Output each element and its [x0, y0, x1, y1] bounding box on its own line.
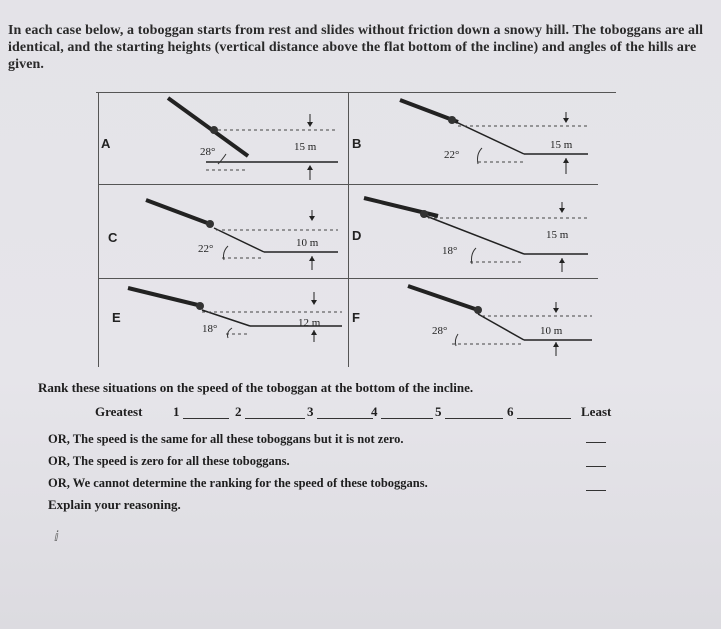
panel-d-angle: 18° [442, 245, 458, 257]
text-cursor-icon: ⅈ [54, 528, 59, 544]
panel-a-label: A [101, 136, 111, 151]
panel-e-angle: 18° [202, 323, 218, 335]
grid-divider [98, 278, 598, 279]
panel-f-height: 10 m [540, 325, 563, 337]
explain-prompt: Explain your reasoning. [48, 497, 181, 512]
panel-e-label: E [112, 310, 121, 325]
panel-a-height: 15 m [294, 141, 317, 153]
intro-text: In each case below, a toboggan starts from rest and slides without friction down a snowy hill. The toboggans are all identical, and the starting heights (vertical distance above the flat bottom of the incline) and angles of the hills are given. [8, 23, 704, 72]
rank-number: 6 [507, 404, 514, 419]
panel-a-angle: 28° [200, 146, 216, 158]
panel-d-label: D [352, 228, 362, 243]
rank-blank-6[interactable] [517, 418, 571, 419]
panel-d-height: 15 m [546, 229, 569, 241]
least-label: Least [581, 404, 612, 419]
rank-blank-3[interactable] [317, 418, 373, 419]
panel-c [98, 186, 348, 278]
option-zero-speed-blank[interactable] [586, 466, 606, 467]
panel-a [98, 92, 348, 184]
panel-f-angle: 28° [432, 325, 448, 337]
option-zero-speed: OR, The speed is zero for all these toboggans. [48, 454, 290, 468]
rank-number: 2 [235, 404, 242, 419]
rank-number: 1 [173, 404, 180, 419]
rank-blank-5[interactable] [445, 418, 503, 419]
panel-c-angle: 22° [198, 243, 214, 255]
panel-e-height: 12 m [298, 317, 321, 329]
ranking-question: Rank these situations on the speed of the toboggan at the bottom of the incline. [38, 380, 474, 395]
option-cannot-determine-blank[interactable] [586, 490, 606, 491]
rank-blank-1[interactable] [183, 418, 229, 419]
rank-blank-4[interactable] [381, 418, 433, 419]
panel-b [348, 92, 598, 184]
rank-number: 3 [307, 404, 314, 419]
rank-number: 5 [435, 404, 442, 419]
panel-e [98, 280, 348, 372]
option-same-speed-blank[interactable] [586, 442, 606, 443]
panel-b-height: 15 m [550, 139, 573, 151]
panel-f-label: F [352, 310, 360, 325]
panel-d [348, 186, 598, 278]
panel-b-angle: 22° [444, 149, 460, 161]
greatest-label: Greatest [95, 404, 143, 419]
rank-blank-2[interactable] [245, 418, 305, 419]
panel-b-label: B [352, 136, 362, 151]
rank-number: 4 [371, 404, 378, 419]
option-cannot-determine: OR, We cannot determine the ranking for the speed of these toboggans. [48, 476, 428, 490]
grid-divider [98, 184, 598, 185]
toboggan-diagram-grid [98, 92, 598, 367]
panel-c-height: 10 m [296, 237, 319, 249]
option-same-speed: OR, The speed is the same for all these toboggans but it is not zero. [48, 432, 404, 446]
panel-f [348, 280, 598, 372]
panel-c-label: C [108, 230, 118, 245]
